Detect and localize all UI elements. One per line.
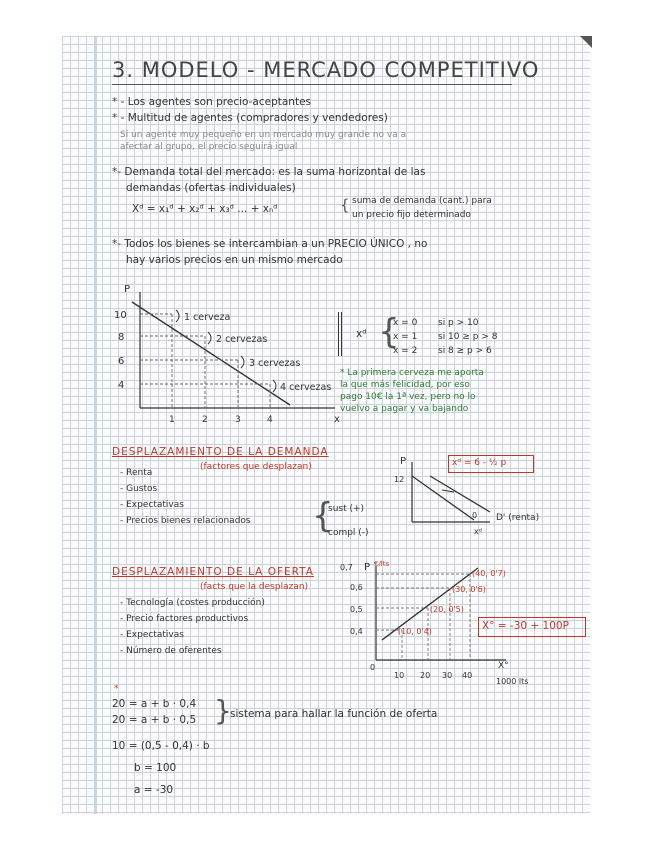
demand-graph-x-tick: 4 [267, 415, 273, 425]
g3-point: (10, 0'4) [398, 627, 432, 636]
g3-x-tick: 10 [394, 671, 405, 680]
calc-eq2: 20 = a + b · 0,5 [112, 714, 197, 726]
demand-graph-y-tick: 8 [118, 332, 125, 343]
g3-p-label: P [364, 562, 371, 573]
demand-graph-y-tick: 6 [118, 356, 125, 367]
g3-unit: 1000 lts [496, 677, 529, 686]
demand-factor: - Expectativas [120, 500, 184, 510]
piecewise-lhs: xᵈ [356, 328, 367, 340]
g3-x-tick: 30 [442, 671, 453, 680]
page-title: 3. MODELO - MERCADO COMPETITIVO [112, 58, 540, 82]
g3-point: (40, 0'7) [472, 569, 506, 578]
demand-graph-label: 4 cervezas [280, 382, 332, 393]
g3-point: (20, 0'5) [430, 605, 464, 614]
g2-eq: xᵈ = 6 - ½ p [452, 458, 507, 468]
calc-a: a = -30 [134, 784, 174, 796]
g2-x-tick: 0 [472, 511, 478, 520]
g3-top-label: €/lts [374, 560, 390, 568]
piecewise-row: x = 2 [393, 346, 418, 356]
piecewise-bars [338, 312, 342, 356]
demand-factor: - Precios bienes relacionados [120, 516, 251, 526]
demand-factor: - Gustos [120, 484, 158, 494]
demand-graph [110, 280, 340, 430]
g3-x-label: X° [498, 661, 509, 671]
supply-shift-title: DESPLAZAMIENTO DE LA OFERTA [112, 566, 314, 578]
complements-label: compl (-) [328, 528, 369, 538]
g2-x-label: xᵈ [474, 527, 482, 536]
bullet-1: * - Los agentes son precio-aceptantes [112, 96, 311, 108]
g3-x-tick: 40 [462, 671, 473, 680]
g3-x-tick: 20 [420, 671, 431, 680]
demand-graph-y-tick: 4 [118, 380, 125, 391]
supply-factor: - Tecnología (costes producción) [120, 598, 265, 608]
supply-factor: - Precio factores productivos [120, 614, 249, 624]
g3-eq: X° = -30 + 100P [482, 620, 569, 632]
demand-graph-x-label: x [334, 414, 340, 425]
g2-p-label: P [400, 456, 407, 467]
calc-eq3: 10 = (0,5 - 0,4) · b [112, 740, 210, 752]
note-line-2: afectar al grupo, el precio seguirá igual [120, 142, 298, 152]
g3-y-tick: 0,4 [350, 627, 363, 636]
shifted-demand-curve [430, 476, 490, 512]
green-note-line: * La primera cerveza me aporta [340, 368, 484, 378]
note-line-1: Si un agente muy pequeño en un mercado muy grande no va a [120, 130, 407, 140]
demand-graph-label: 2 cervezas [216, 334, 268, 345]
demand-graph-p-label: P [124, 284, 131, 295]
demand-graph-label: 3 cervezas [249, 358, 301, 369]
demand-shift-title: DESPLAZAMIENTO DE LA DEMANDA [112, 446, 329, 458]
demand-factor: - Renta [120, 468, 153, 478]
calc-star: * [114, 684, 119, 694]
green-note-line: vuelvo a pagar y va bajando [340, 404, 469, 414]
g3-point: (30, 0'6) [452, 585, 486, 594]
g3-y-tick: 0,6 [350, 583, 363, 592]
demand-graph-x-tick: 1 [169, 415, 175, 425]
supply-factor: - Expectativas [120, 630, 184, 640]
g3-y-tick: 0,5 [350, 605, 363, 614]
goods-line-2: hay varios precios en un mismo mercado [126, 254, 343, 266]
demand-graph-y-tick: 10 [114, 310, 127, 321]
demand-formula: Xᵈ = x₁ᵈ + x₂ᵈ + x₃ᵈ ... + xₙᵈ [132, 203, 278, 215]
substitutes-label: sust (+) [328, 504, 365, 514]
piecewise-row: x = 0 [393, 318, 418, 328]
demand-line-2: demandas (ofertas individuales) [126, 182, 296, 194]
margin-line [95, 36, 97, 814]
corner-mark [580, 36, 592, 48]
demand-graph-x-tick: 2 [202, 415, 208, 425]
piecewise-cond: si p > 10 [438, 318, 479, 328]
goods-line-1: *- Todos los bienes se intercambian a un PRECIO ÚNICO , no [112, 238, 428, 250]
demand-brace-line-2: un precio fijo determinado [352, 210, 471, 220]
green-note-line: pago 10€ la 1ª vez, pero no lo [340, 392, 476, 402]
calc-b: b = 100 [134, 762, 177, 774]
supply-factor: - Número de oferentes [120, 646, 222, 656]
piecewise-cond: si 8 ≥ p > 6 [438, 346, 492, 356]
g3-origin: 0 [370, 663, 376, 672]
green-note-line: la que más felicidad, por eso [340, 380, 470, 390]
calc-brace-text: sistema para hallar la función de oferta [230, 708, 438, 720]
demand-shift-subtitle: (factores que desplazan) [200, 462, 312, 472]
demand-graph-label: 1 cerveza [184, 312, 231, 323]
demand-curve [412, 476, 474, 520]
supply-shift-subtitle: (facts que la desplazan) [200, 582, 309, 592]
g2-shift-label: D' (renta) [496, 513, 540, 523]
bullet-2: * - Multitud de agentes (compradores y vendedores) [112, 112, 388, 124]
g2-y-tick: 12 [394, 475, 405, 484]
piecewise-brace: { [378, 312, 400, 352]
title-underline [112, 84, 512, 85]
demand-brace-line-1: suma de demanda (cant.) para [352, 196, 492, 206]
piecewise-cond: si 10 ≥ p > 8 [438, 332, 498, 342]
calc-eq1: 20 = a + b · 0,4 [112, 698, 197, 710]
piecewise-row: x = 1 [393, 332, 418, 342]
demand-related-brace: { [312, 496, 334, 536]
demand-line-1: *- Demanda total del mercado: es la suma horizontal de las [112, 166, 426, 178]
calc-brace: } [214, 694, 232, 727]
demand-brace: { [340, 196, 350, 214]
demand-graph-x-tick: 3 [235, 415, 241, 425]
g3-y-tick: 0,7 [340, 563, 353, 572]
